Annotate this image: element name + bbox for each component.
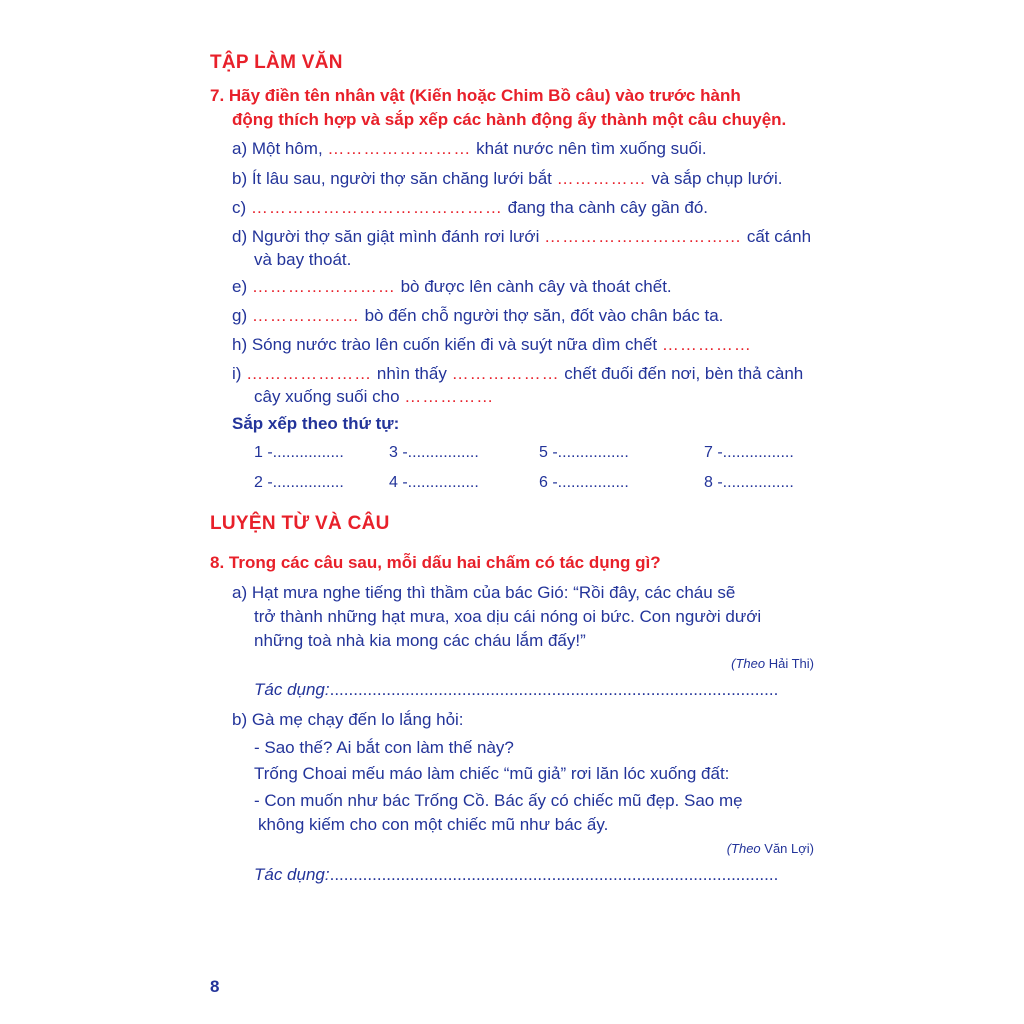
item-e-text-end: bò được lên cành cây và thoát chết. bbox=[395, 277, 672, 296]
item-h-blank[interactable]: …………… bbox=[661, 335, 752, 354]
order-slot-7[interactable]: 7 -................ bbox=[704, 444, 794, 461]
item-d-text-end: cất cánh bbox=[742, 227, 812, 246]
q8a-tac-dung[interactable] bbox=[254, 680, 778, 700]
item-g-text-start: g) bbox=[232, 306, 252, 325]
q8b-line-5: không kiếm cho con một chiếc mũ như bác ấy. bbox=[258, 815, 609, 834]
q8b-tac-dung[interactable] bbox=[254, 865, 778, 885]
item-g bbox=[232, 304, 723, 327]
item-b-text-start: b) Ít lâu sau, người thợ săn chăng lưới bắt bbox=[232, 169, 557, 188]
q8a-line-2: trở thành những hạt mưa, xoa dịu cái nóng oi bức. Con người dưới bbox=[254, 607, 762, 626]
section-heading-luyen-tu-va-cau: LUYỆN TỪ VÀ CÂU bbox=[210, 513, 390, 534]
item-d-text-start: d) Người thợ săn giật mình đánh rơi lưới bbox=[232, 227, 545, 246]
q8a-source-author: Hải Thi) bbox=[768, 656, 814, 671]
q8a-line-1: a) Hạt mưa nghe tiếng thì thầm của bác Gió: “Rồi đây, các cháu sẽ bbox=[232, 583, 736, 602]
item-c-blank[interactable]: …………………………………… bbox=[250, 198, 503, 217]
q8b-source bbox=[727, 841, 814, 856]
item-a-blank[interactable]: …………………… bbox=[327, 139, 472, 158]
q8a-tac-dung-label: Tác dụng: bbox=[254, 680, 330, 699]
q8b-line-4: - Con muốn như bác Trống Cồ. Bác ấy có chiếc mũ đẹp. Sao mẹ bbox=[254, 791, 743, 810]
q8b-line-3: Trống Choai mếu máo làm chiếc “mũ giả” rơi lăn lóc xuống đất: bbox=[254, 764, 730, 783]
item-d-continuation: và bay thoát. bbox=[254, 250, 352, 269]
question-8-title: 8. Trong các câu sau, mỗi dấu hai chấm có tác dụng gì? bbox=[210, 553, 661, 572]
item-d bbox=[232, 225, 811, 248]
q8a-source bbox=[731, 656, 814, 671]
order-slot-8[interactable]: 8 -................ bbox=[704, 474, 794, 491]
item-c-text-start: c) bbox=[232, 198, 251, 217]
item-i-blank-2[interactable]: ……………… bbox=[451, 364, 560, 383]
q8b-tac-dung-label: Tác dụng: bbox=[254, 865, 330, 884]
item-a bbox=[232, 137, 707, 160]
question-7-line-2: động thích hợp và sắp xếp các hành động ấy thành một câu chuyện. bbox=[232, 110, 787, 129]
item-b bbox=[232, 167, 783, 190]
section-heading-tap-lam-van: TẬP LÀM VĂN bbox=[210, 52, 343, 73]
item-a-text-end: khát nước nên tìm xuống suối. bbox=[471, 139, 707, 158]
order-slot-6[interactable]: 6 -................ bbox=[539, 474, 629, 491]
q8a-source-theo: (Theo bbox=[731, 656, 766, 671]
item-h bbox=[232, 333, 752, 356]
item-d-blank[interactable]: …………………………… bbox=[544, 227, 743, 246]
item-c-text-end: đang tha cành cây gần đó. bbox=[502, 198, 708, 217]
item-i-text-end: chết đuối đến nơi, bèn thả cành bbox=[559, 364, 804, 383]
item-i-text-mid: nhìn thấy bbox=[372, 364, 452, 383]
item-i-blank-3[interactable]: …………… bbox=[404, 387, 495, 406]
q8b-tac-dung-blank[interactable]: ............................................................................................... bbox=[329, 865, 779, 884]
q8b-source-theo: (Theo bbox=[726, 841, 761, 856]
item-b-blank[interactable]: …………… bbox=[556, 169, 647, 188]
item-h-text-start: h) Sóng nước trào lên cuốn kiến đi và suýt nữa dìm chết bbox=[232, 335, 662, 354]
q8b-line-1: b) Gà mẹ chạy đến lo lắng hỏi: bbox=[232, 710, 464, 729]
q8a-tac-dung-blank[interactable]: ............................................................................................... bbox=[329, 680, 779, 699]
q8a-line-3: những toà nhà kia mong các cháu lắm đấy!” bbox=[254, 631, 586, 650]
order-slot-3[interactable]: 3 -................ bbox=[389, 444, 479, 461]
item-i-continuation bbox=[254, 385, 494, 408]
order-slot-4[interactable]: 4 -................ bbox=[389, 474, 479, 491]
item-i-text-start: i) bbox=[232, 364, 247, 383]
item-c bbox=[232, 196, 708, 219]
page-number: 8 bbox=[210, 977, 220, 996]
item-e bbox=[232, 275, 672, 298]
q8b-source-author: Văn Lợi) bbox=[764, 841, 814, 856]
question-7-title bbox=[210, 84, 786, 132]
order-slot-5[interactable]: 5 -................ bbox=[539, 444, 629, 461]
item-a-text-start: a) Một hôm, bbox=[232, 139, 328, 158]
item-g-text-end: bò đến chỗ người thợ săn, đốt vào chân bác ta. bbox=[359, 306, 724, 325]
item-i-cont-text: cây xuống suối cho bbox=[254, 387, 405, 406]
item-i bbox=[232, 362, 803, 385]
order-title: Sắp xếp theo thứ tự: bbox=[232, 414, 400, 433]
item-e-blank[interactable]: …………………… bbox=[251, 277, 396, 296]
order-slot-2[interactable]: 2 -................ bbox=[254, 474, 344, 491]
item-i-blank-1[interactable]: ………………… bbox=[246, 364, 373, 383]
item-b-text-end: và sắp chụp lưới. bbox=[646, 169, 783, 188]
item-e-text-start: e) bbox=[232, 277, 252, 296]
q8b-line-2: - Sao thế? Ai bắt con làm thế này? bbox=[254, 738, 514, 757]
order-slot-1[interactable]: 1 -................ bbox=[254, 444, 344, 461]
question-7-line-1: 7. Hãy điền tên nhân vật (Kiến hoặc Chim Bồ câu) vào trước hành bbox=[210, 86, 741, 105]
item-g-blank[interactable]: ……………… bbox=[251, 306, 360, 325]
